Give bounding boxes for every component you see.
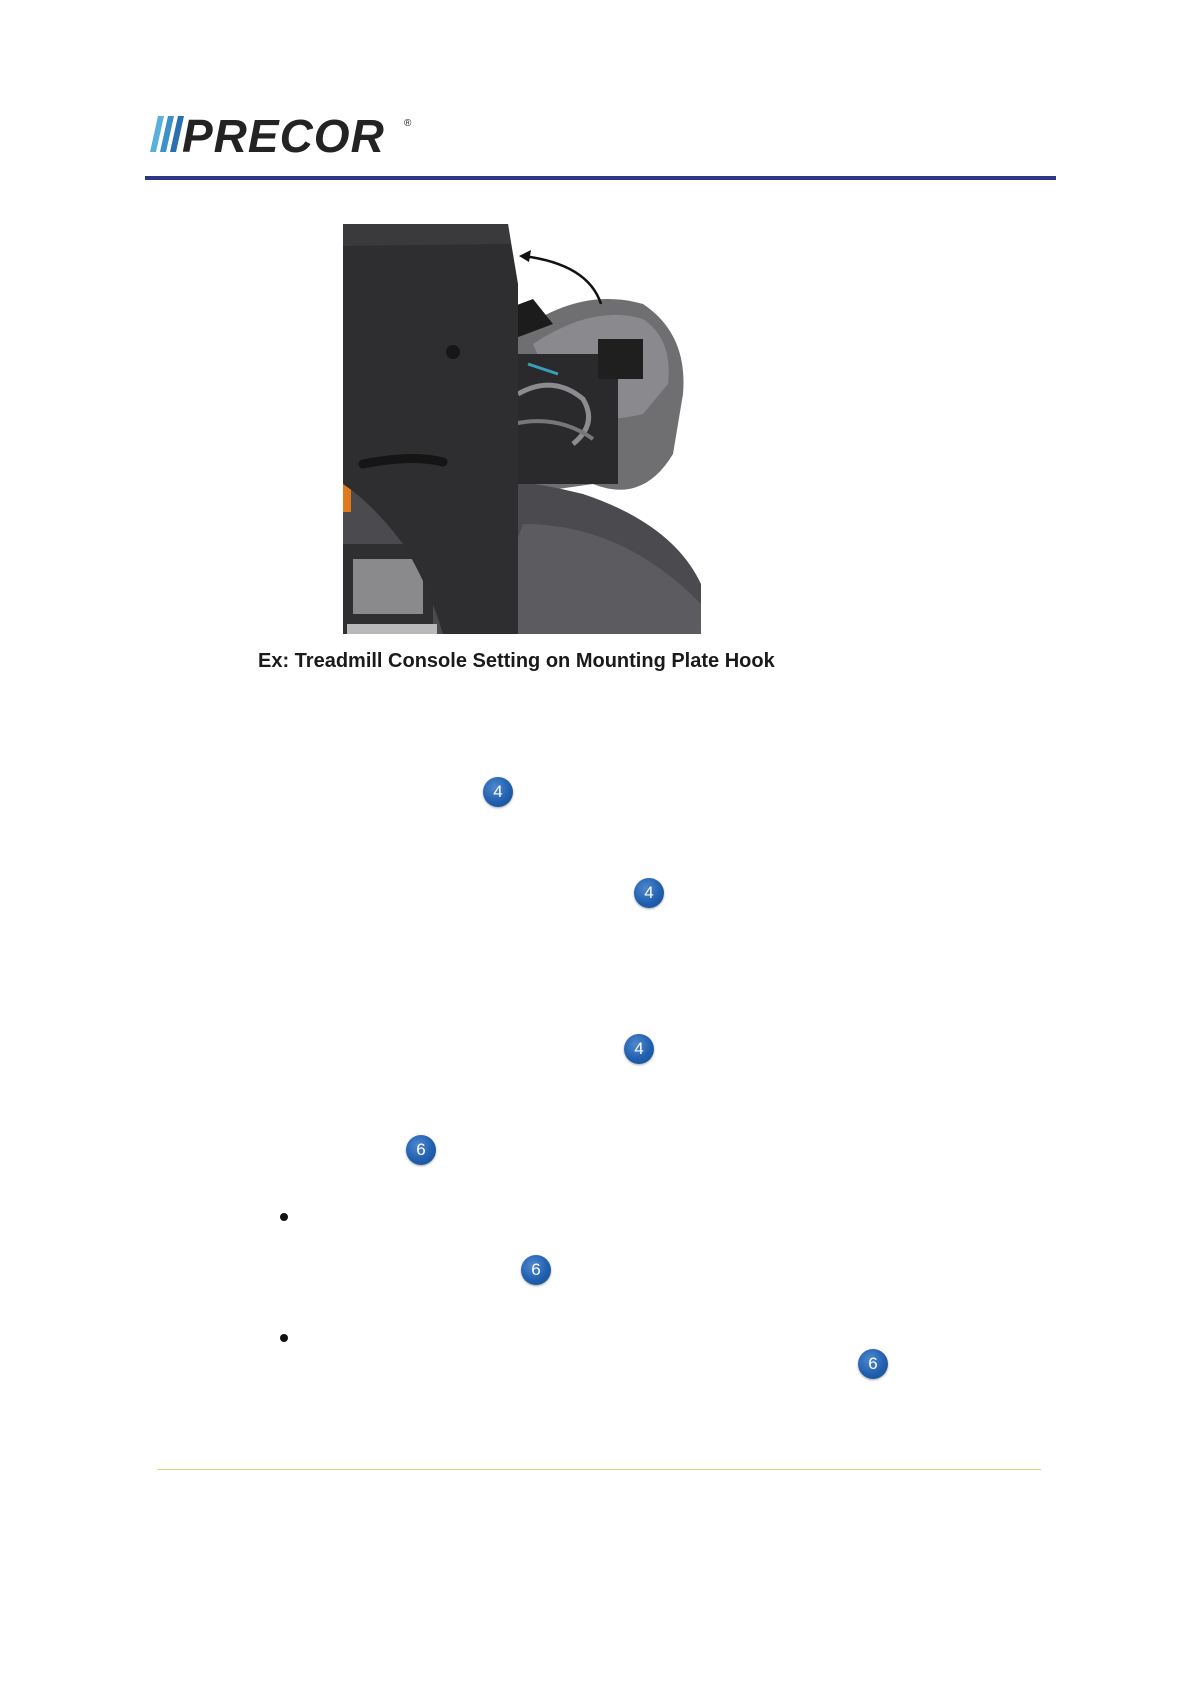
figure-caption: Ex: Treadmill Console Setting on Mounting Plate Hook (258, 650, 775, 672)
bullet-point (280, 1213, 288, 1221)
logo-wordmark: PRECOR (182, 112, 385, 162)
precor-logo (148, 112, 418, 162)
callout-marker-6: 6 (858, 1349, 888, 1379)
footer-rule (157, 1469, 1041, 1470)
treadmill-console-photo (343, 224, 701, 634)
header-rule (145, 176, 1056, 180)
callout-marker-4: 4 (483, 777, 513, 807)
callout-marker-6: 6 (406, 1135, 436, 1165)
callout-marker-4: 4 (634, 878, 664, 908)
bullet-point (280, 1334, 288, 1342)
registered-mark: ® (404, 118, 412, 129)
callout-marker-4: 4 (624, 1034, 654, 1064)
callout-marker-6: 6 (521, 1255, 551, 1285)
